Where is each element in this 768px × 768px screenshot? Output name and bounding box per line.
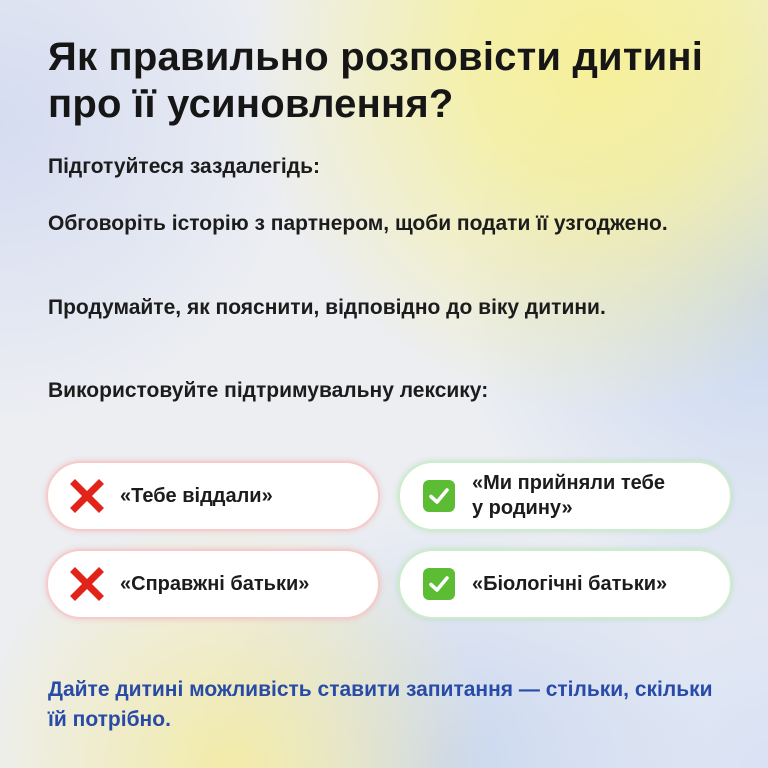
good-phrase-text: «Біологічні батьки» [472,572,668,595]
tip-vocab: Використовуйте підтримувальну лексику: [48,379,489,402]
check-mark-icon [422,567,456,601]
bad-phrase-text: «Справжні батьки» [120,572,310,595]
footer-note: Дайте дитині можливість ставити запитання — стільки, скільки їй потрібно. [48,678,713,731]
tip-prepare: Підготуйтеся заздалегідь: [48,155,320,178]
cross-mark-icon [70,567,104,601]
bad-phrase-card [46,461,380,531]
tip-explain: Продумайте, як пояснити, відповідно до віку дитини. [48,296,606,319]
good-phrase-card [398,461,732,531]
good-phrase-text: «Ми прийняли тебе у родину» [472,472,665,519]
page-title: Як правильно розповісти дитині про її усиновлення? [48,35,704,126]
cross-mark-icon [70,479,104,513]
check-mark-icon [422,479,456,513]
good-phrase-card [398,549,732,619]
bad-phrase-card [46,549,380,619]
tip-discuss: Обговоріть історію з партнером, щоби подати її узгоджено. [48,212,668,235]
bad-phrase-text: «Тебе віддали» [120,484,273,507]
